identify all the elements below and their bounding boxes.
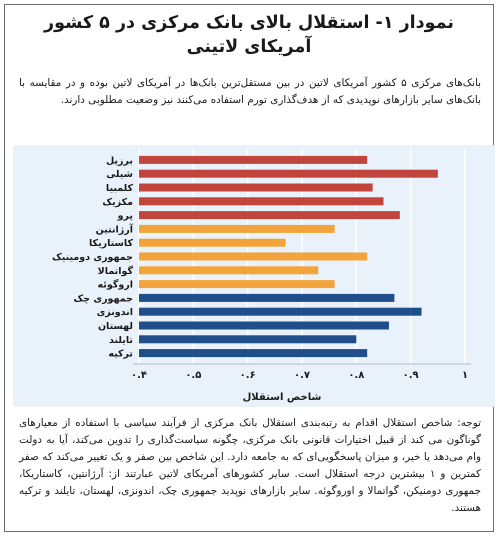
x-tick-label-0: ۰.۴	[130, 370, 148, 381]
bar-8	[139, 266, 318, 274]
bar-10	[139, 294, 394, 302]
x-axis-title: شاخص استقلال	[242, 392, 322, 403]
bar-4	[139, 211, 400, 219]
bar-12	[139, 322, 389, 330]
title-line-1: نمودار ۱- استقلال بالای بانک مرکزی در ۵ کشور	[44, 13, 454, 33]
bar-2	[139, 184, 373, 192]
bar-0	[139, 156, 367, 164]
bar-9	[139, 280, 335, 288]
category-label-0: برزیل	[106, 155, 133, 167]
bar-6	[139, 239, 286, 247]
bar-11	[139, 308, 422, 316]
chart-panel	[13, 145, 495, 407]
footnote-paragraph: توجه: شاخص استقلال اقدام به رتبه‌بندی استقلال بانک مرکزی از فرآیند سیاسی با استفاده از معیارهای گوناگون می کند از قبیل اختیارات قانونی بانک مرکزی، چگونه سیاست‌گذاری را تدوین می‌کند، آیا به دولت وام می‌دهد یا خیر، و میزان پاسخگویی‌ای که به جامعه دارد. این شاخص بین صفر و یک تغییر می‌کند که صفر کمترین و ۱ بیشترین درجه استقلال است. سایر کشورهای آمریکای لاتین عبارتند از: آرژانتین، کاستاریکا، جمهوری دومنیکن، گواتمالا و اوروگوئه. سایر بازارهای نوپدید جمهوری چک، اندونزی، لهستان، تایلند و ترکیه هستند.	[19, 417, 481, 514]
bar-5	[139, 225, 335, 233]
category-label-3: مکزیک	[102, 196, 133, 208]
bar-13	[139, 335, 356, 343]
category-label-9: اروگوئه	[97, 279, 133, 291]
category-label-7: جمهوری دومینیک	[52, 252, 133, 263]
category-label-2: کلمبیا	[105, 183, 133, 194]
bar-3	[139, 197, 384, 205]
category-label-1: شیلی	[106, 169, 133, 181]
x-tick-label-6: ۱	[461, 370, 469, 381]
category-label-5: آرژانتین	[95, 224, 133, 236]
x-tick-label-2: ۰.۶	[239, 370, 256, 381]
x-tick-label-1: ۰.۵	[185, 370, 202, 381]
title-line-2: آمریکای لاتینی	[186, 37, 312, 57]
category-label-4: پرو	[117, 210, 133, 222]
category-label-8: گواتمالا	[97, 265, 133, 277]
category-label-6: کاستاریکا	[88, 238, 133, 250]
category-label-12: لهستان	[97, 321, 133, 332]
figure-frame	[4, 4, 494, 532]
bar-7	[139, 253, 367, 261]
bar-1	[139, 170, 438, 178]
category-label-13: تایلند	[109, 334, 133, 346]
category-label-10: جمهوری چک	[73, 293, 133, 305]
category-label-11: اندونزی	[96, 307, 133, 319]
x-tick-label-3: ۰.۷	[293, 370, 311, 381]
figure-title	[15, 11, 483, 59]
bar-chart	[13, 145, 495, 407]
x-tick-label-5: ۰.۹	[402, 370, 419, 381]
intro-paragraph: بانک‌های مرکزی ۵ کشور آمریکای لاتین در بین مستقل‌ترین بانک‌ها در آمریکای لاتین بوده و در مقایسه با بانک‌های سایر بازارهای نوپدیدی که از هدف‌گذاری تورم استفاده می‌کنند نیز وضعیت مطلوبی دارند.	[19, 77, 481, 106]
x-tick-label-4: ۰.۸	[348, 370, 365, 381]
category-label-14: ترکیه	[108, 348, 133, 360]
bar-14	[139, 349, 367, 357]
